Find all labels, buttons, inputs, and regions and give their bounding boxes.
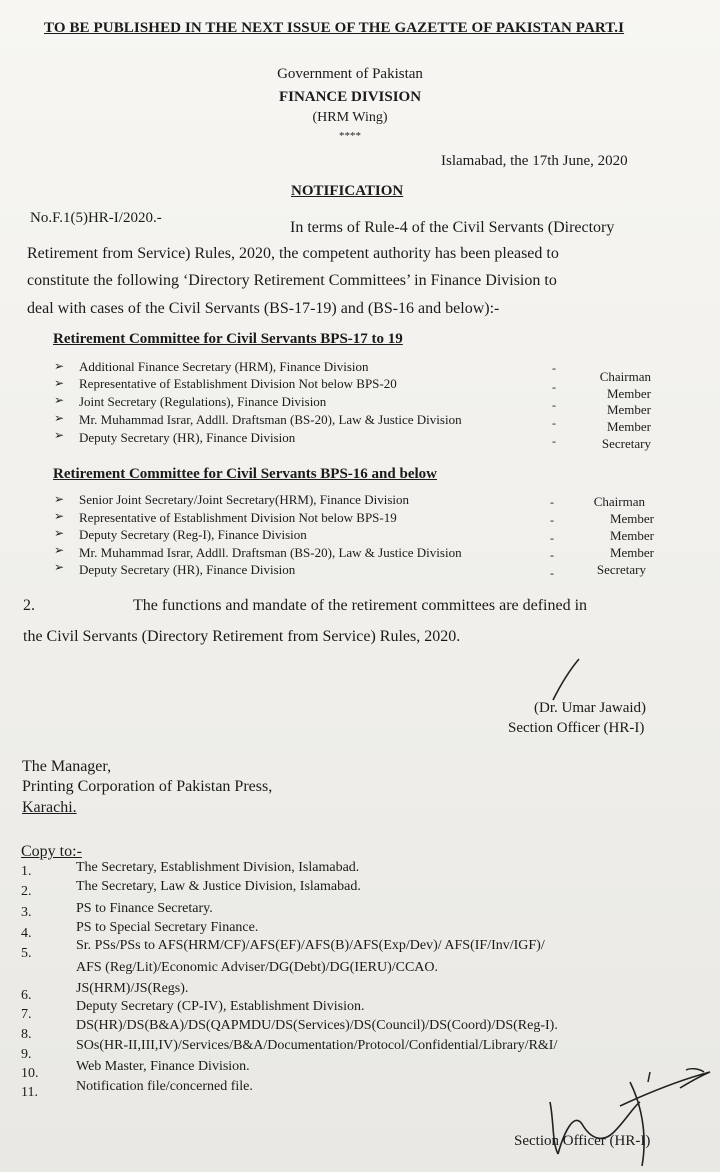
copy-to-number: 6. [21, 988, 32, 1003]
copy-to-number: 8. [21, 1027, 32, 1042]
copy-to-item: PS to Finance Secretary. [76, 901, 213, 916]
copy-to-heading: Copy to:- [21, 843, 82, 860]
notification-title: NOTIFICATION [291, 183, 404, 199]
para1-line: deal with cases of the Civil Servants (BS-17-19) and (BS-16 and below):- [27, 300, 500, 317]
addressee-line: The Manager, [22, 758, 112, 775]
para2-number: 2. [23, 597, 35, 614]
copy-to-number: 4. [21, 926, 32, 941]
arrow-bullet-icon: ➢ [54, 393, 65, 407]
signatory-title: Section Officer (HR-I) [508, 720, 645, 736]
committee1-member: Deputy Secretary (HR), Finance Division [79, 430, 296, 445]
arrow-bullet-icon: ➢ [54, 376, 65, 390]
copy-to-item: JS(HRM)/JS(Regs). [76, 981, 189, 996]
signatory-name: (Dr. Umar Jawaid) [534, 700, 647, 716]
committee1-role: Member [606, 402, 651, 417]
copy-to-item: Notification file/concerned file. [76, 1079, 253, 1094]
committee2-member: Senior Joint Secretary/Joint Secretary(HRM), Finance Division [79, 492, 409, 507]
dash-separator: - [552, 380, 556, 394]
copy-to-number: 9. [21, 1047, 32, 1062]
committee1-role: Member [606, 386, 651, 401]
copy-to-item: Sr. PSs/PSs to AFS(HRM/CF)/AFS(EF)/AFS(B)/AFS(Exp/Dev)/ AFS(IF/Inv/IGF)/ [76, 938, 545, 953]
dash-separator: - [550, 548, 554, 562]
committee1-member: Representative of Establishment Division Not below BPS-20 [79, 376, 397, 391]
reference-number: No.F.1(5)HR-I/2020.- [30, 210, 162, 226]
arrow-bullet-icon: ➢ [54, 526, 65, 540]
committee2-role: Chairman [593, 494, 645, 509]
arrow-bullet-icon: ➢ [54, 543, 65, 557]
committee2-role: Member [609, 545, 654, 560]
arrow-bullet-icon: ➢ [54, 411, 65, 425]
arrow-bullet-icon: ➢ [54, 560, 65, 574]
committee2-member: Deputy Secretary (HR), Finance Division [79, 562, 296, 577]
arrow-bullet-icon: ➢ [54, 428, 65, 442]
committee2-heading: Retirement Committee for Civil Servants BPS-16 and below [53, 466, 437, 482]
arrow-bullet-icon: ➢ [54, 509, 65, 523]
copy-to-number: 7. [21, 1007, 32, 1022]
committee2-member: Deputy Secretary (Reg-I), Finance Division [79, 527, 307, 542]
para2-line: the Civil Servants (Directory Retirement from Service) Rules, 2020. [23, 628, 461, 645]
committee1-member: Mr. Muhammad Israr, Addll. Draftsman (BS-20), Law & Justice Division [79, 412, 462, 427]
copy-to-item: PS to Special Secretary Finance. [76, 920, 259, 935]
committee1-role: Chairman [599, 369, 651, 384]
committee2-role: Member [609, 528, 654, 543]
copy-to-number: 3. [21, 905, 32, 920]
signature-scribble [530, 1062, 715, 1170]
signatory-title: Section Officer (HR-I) [514, 1133, 651, 1149]
signature-stroke [548, 656, 588, 706]
committee2-member: Representative of Establishment Division Not below BPS-19 [79, 510, 397, 525]
para1-line: Retirement from Service) Rules, 2020, the competent authority has been pleased to [27, 245, 559, 262]
dash-separator: - [552, 416, 556, 430]
addressee-line: Karachi. [22, 799, 77, 816]
division-name: FINANCE DIVISION [278, 89, 422, 105]
copy-to-item: The Secretary, Law & Justice Division, Islamabad. [76, 879, 361, 894]
copy-to-item: DS(HR)/DS(B&A)/DS(QAPMDU/DS(Services)/DS(Council)/DS(Coord)/DS(Reg-I). [76, 1018, 558, 1033]
dash-separator: - [552, 398, 556, 412]
copy-to-number: 5. [21, 946, 32, 961]
committee2-member: Mr. Muhammad Israr, Addll. Draftsman (BS-20), Law & Justice Division [79, 545, 462, 560]
dash-separator: - [552, 361, 556, 375]
copy-to-item: Web Master, Finance Division. [76, 1059, 250, 1074]
para1-line: constitute the following ‘Directory Retirement Committees’ in Finance Division to [27, 272, 557, 289]
committee2-role: Secretary [596, 562, 646, 577]
committee1-heading: Retirement Committee for Civil Servants BPS-17 to 19 [53, 331, 403, 347]
arrow-bullet-icon: ➢ [54, 492, 65, 506]
copy-to-number: 10. [21, 1066, 39, 1081]
dash-separator: - [550, 566, 554, 580]
committee1-role: Member [606, 419, 651, 434]
committee1-role: Secretary [601, 436, 651, 451]
wing-name: (HRM Wing) [312, 110, 388, 125]
para1-line: In terms of Rule-4 of the Civil Servants (Directory [290, 219, 615, 236]
copy-to-number: 11. [21, 1085, 38, 1100]
gazette-header: TO BE PUBLISHED IN THE NEXT ISSUE OF THE GAZETTE OF PAKISTAN PART.I [44, 20, 625, 36]
committee1-member: Additional Finance Secretary (HRM), Finance Division [79, 359, 369, 374]
stars-divider: **** [339, 130, 361, 142]
dash-separator: - [550, 495, 554, 509]
committee2-role: Member [609, 511, 654, 526]
copy-to-item: AFS (Reg/Lit)/Economic Adviser/DG(Debt)/DG(IERU)/CCAO. [76, 960, 439, 975]
committee1-member: Joint Secretary (Regulations), Finance Division [79, 394, 327, 409]
govt-name: Government of Pakistan [277, 66, 423, 82]
copy-to-item: SOs(HR-II,III,IV)/Services/B&A/Documentation/Protocol/Confidential/Library/R&I/ [76, 1038, 558, 1053]
copy-to-item: The Secretary, Establishment Division, Islamabad. [76, 860, 360, 875]
arrow-bullet-icon: ➢ [54, 359, 65, 373]
copy-to-number: 1. [21, 864, 32, 879]
para2-line: The functions and mandate of the retirement committees are defined in [133, 597, 588, 614]
copy-to-number: 2. [21, 884, 32, 899]
date-line: Islamabad, the 17th June, 2020 [441, 153, 628, 169]
dash-separator: - [550, 531, 554, 545]
dash-separator: - [552, 434, 556, 448]
addressee-line: Printing Corporation of Pakistan Press, [22, 778, 273, 795]
copy-to-item: Deputy Secretary (CP-IV), Establishment Division. [76, 999, 365, 1014]
dash-separator: - [550, 513, 554, 527]
